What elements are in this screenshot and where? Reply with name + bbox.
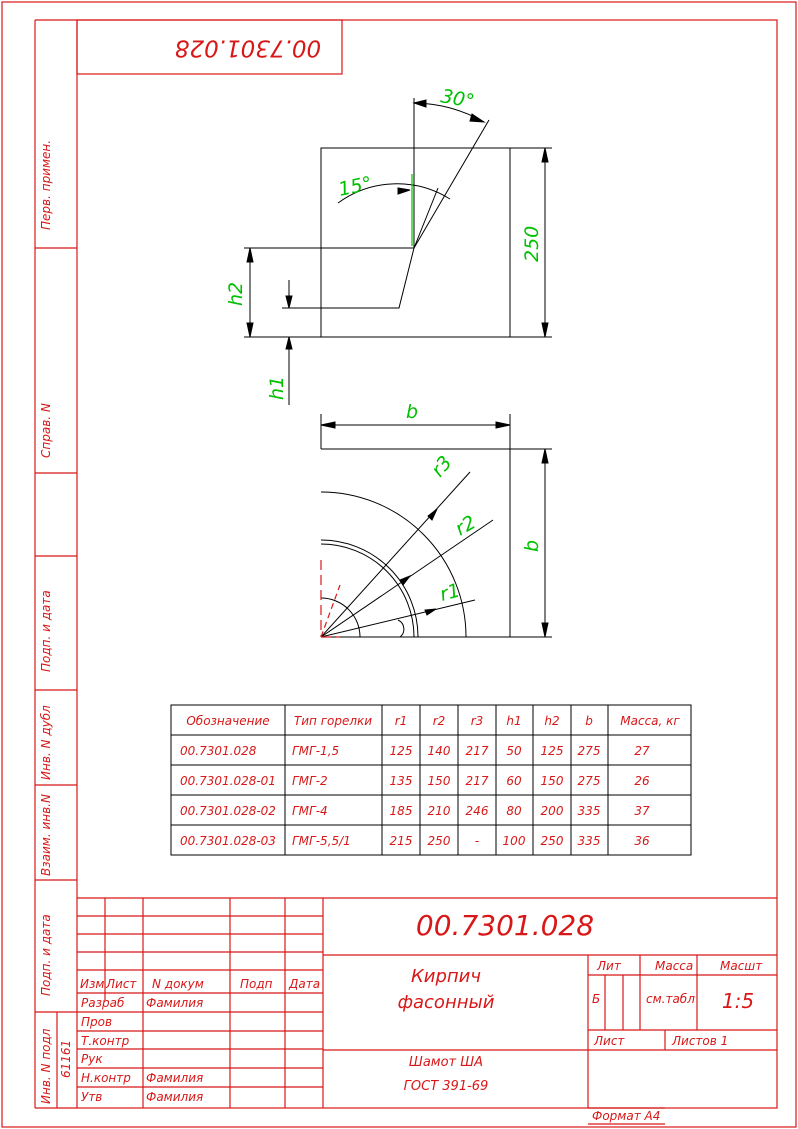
table-cell: 275 (577, 774, 601, 788)
table-cell: 200 (540, 804, 564, 818)
table-cell: 00.7301.028-03 (180, 834, 276, 848)
table-cell: - (474, 834, 480, 848)
table-cell: 00.7301.028-02 (180, 804, 276, 818)
label-inv-dubl: Инв. N дубл (39, 705, 53, 780)
massa-label: Масса (655, 959, 694, 973)
dim-r3: r3 (426, 451, 457, 482)
row-utv: Утв (81, 1090, 103, 1104)
dim-b-top: b (406, 401, 419, 423)
label-perv-primen: Перв. примен. (39, 139, 53, 230)
dim-h2: h2 (225, 281, 247, 306)
table-header: Масса, кг (620, 714, 680, 728)
label-podp-data-1: Подп. и дата (39, 590, 53, 672)
title-material-line1: Шамот ША (408, 1055, 484, 1070)
dim-angle-15: 15° (336, 172, 374, 201)
table-cell: 60 (506, 774, 522, 788)
table-cell: 80 (506, 804, 522, 818)
dim-r2: r2 (451, 511, 480, 541)
table-cell: 125 (389, 744, 413, 758)
familiya-utv: Фамилия (146, 1090, 204, 1104)
table-cell: 335 (577, 834, 601, 848)
title-block (80, 909, 763, 1123)
table-cell: 100 (502, 834, 526, 848)
label-vzam-inv: Взаим. инв.N (39, 794, 53, 876)
plan-view (321, 414, 552, 637)
label-inv-number: 61161 (59, 1039, 73, 1078)
title-material-line2: ГОСТ 391-69 (403, 1079, 489, 1094)
table-cell: 135 (389, 774, 413, 788)
table-row (180, 804, 650, 818)
table-cell: 275 (577, 744, 601, 758)
plan-view-dims (406, 401, 543, 606)
top-stamp-number: 00.7301.028 (174, 34, 322, 61)
masshtab-value: 1:5 (721, 989, 755, 1013)
table-text (180, 714, 680, 848)
table-cell: 150 (427, 774, 451, 788)
title-name-line2: фасонный (397, 992, 495, 1013)
dim-angle-30: 30° (439, 85, 477, 113)
table-cell: 150 (540, 774, 564, 788)
table-cell: 27 (634, 744, 650, 758)
table-cell: ГМГ-1,5 (292, 744, 340, 758)
col-list: Лист (106, 977, 137, 991)
row-ruk: Рук (81, 1052, 103, 1066)
table-header: r3 (470, 714, 484, 728)
label-podp-data-2: Подп. и дата (39, 914, 53, 996)
col-data: Дата (289, 977, 321, 991)
side-labels (39, 140, 73, 1104)
lit-label: Лит (597, 959, 621, 973)
table-cell: 217 (465, 774, 489, 788)
table-cell: 36 (634, 834, 650, 848)
table-cell: 26 (634, 774, 650, 788)
table-header-row (186, 714, 680, 728)
familiya-razrab: Фамилия (146, 996, 204, 1010)
label-sprav-n: Справ. N (39, 403, 53, 458)
table-header: r2 (432, 714, 446, 728)
row-razrab: Разраб (81, 996, 125, 1010)
familiya-nkontr: Фамилия (146, 1071, 204, 1085)
table-cell: 246 (465, 804, 489, 818)
table-cell: 185 (389, 804, 413, 818)
col-izm: Изм (80, 977, 105, 991)
row-prov: Пров (81, 1015, 113, 1029)
table-header: b (585, 714, 593, 728)
table-cell: 50 (506, 744, 522, 758)
listov-label: Листов 1 (672, 1034, 729, 1048)
lit-value: Б (592, 992, 601, 1006)
table-header: Тип горелки (293, 714, 373, 728)
col-n-dokum: N докум (152, 977, 204, 991)
table-cell: 140 (427, 744, 451, 758)
table-row (180, 834, 650, 848)
table-header: h2 (544, 714, 560, 728)
table-cell: ГМГ-4 (292, 804, 328, 818)
table-cell: 215 (389, 834, 413, 848)
table-cell: 250 (427, 834, 451, 848)
table-header: Обозначение (186, 714, 270, 728)
row-tkontr: Т.контр (81, 1034, 130, 1048)
table-cell: 210 (427, 804, 451, 818)
plan-red-dash (321, 585, 340, 637)
table-header: r1 (394, 714, 408, 728)
table-cell: 217 (465, 744, 489, 758)
side-view-dims (225, 85, 543, 400)
table-cell: 00.7301.028 (180, 744, 257, 758)
dim-250: 250 (521, 225, 543, 262)
dim-r1: r1 (437, 579, 463, 606)
side-view (244, 98, 552, 405)
title-doc-number: 00.7301.028 (415, 909, 595, 942)
table-cell: ГМГ-5,5/1 (292, 834, 351, 848)
table-cell: 250 (540, 834, 564, 848)
format-label: Формат А4 (592, 1109, 661, 1123)
dim-b-side: b (521, 539, 543, 552)
top-stamp (175, 35, 321, 61)
table-cell: 00.7301.028-01 (180, 774, 276, 788)
title-name-line1: Кирпич (410, 966, 482, 987)
table-cell: 37 (634, 804, 650, 818)
dim-h1: h1 (266, 375, 288, 400)
table-row (180, 774, 650, 788)
table-cell: ГМГ-2 (292, 774, 328, 788)
list-label: Лист (594, 1034, 625, 1048)
col-podp: Подп (240, 977, 273, 991)
table-header: h1 (506, 714, 522, 728)
masshtab-label: Масшт (720, 959, 763, 973)
table-cell: 335 (577, 804, 601, 818)
label-inv-podl: Инв. N подл (39, 1028, 53, 1104)
table-cell: 125 (540, 744, 564, 758)
row-nkontr: Н.контр (81, 1071, 131, 1085)
table-row (180, 744, 650, 758)
massa-value: см.табл (646, 992, 695, 1006)
